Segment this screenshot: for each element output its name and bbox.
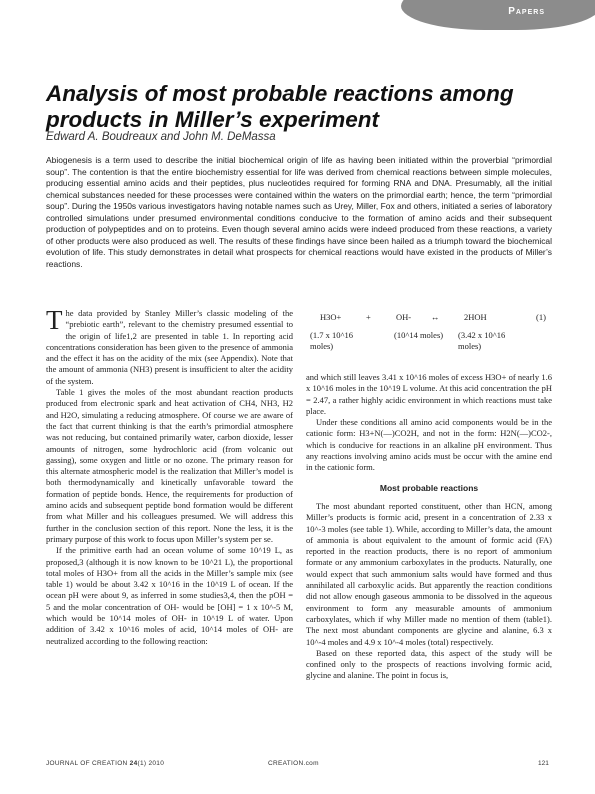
- footer-volume: 24: [129, 760, 138, 767]
- eq-amount-2: (10^14 moles): [394, 330, 444, 340]
- eq-plus: +: [366, 312, 371, 322]
- paragraph-6: The most abundant reported constituent, other than HCN, among Miller’s products is formic acid, present in a concentration of 2.33 x 10^-3 moles (see table 1). While, according to Miller’s data, the amount of ammonia is about equivalent to the amount of formic acid (FA) reported in the reaction products, there is no report of ammonium formate or any ammonium carboxylates in the products. Naturally, one would expect that such ammonium salts would have formed and thus annihilated all carboxylic acids. But apparently the reaction conditions did not allow enough gaseous ammonia to be dissolved in the aqueous environment to form any measurable amounts of ammonium carboxylates, which if why Miller made no mention of them (table1). The next most abundant components are glycine and alanine, 6.3 x 10^-4 moles and 4.9 x 10^-4 moles (total) respectively.: [306, 500, 552, 647]
- left-column: [46, 305, 293, 647]
- paragraph-5: Under these conditions all amino acid components would be in the cationic form: H3+N(—)CO2H, and not in the form: H2N(—)CO2-, which is conducive for reactions in an alkaline pH environment. Thus any reactions involving amino acids must be occur with the amine end in the cationic form.: [306, 417, 552, 473]
- section-tab-label: Papers: [508, 6, 545, 17]
- section-tab: [401, 0, 595, 30]
- section-heading: Most probable reactions: [379, 482, 479, 493]
- paragraph-4: and which still leaves 3.41 x 10^16 moles of excess H3O+ of nearly 1.6 x 10^16 moles in the 10^19 L volume. At this acid concentration the pH = 2.47, a rather highly acidic environment in which reactions must take place.: [306, 372, 552, 416]
- footer-issue: (1) 2010: [137, 760, 165, 767]
- eq-number: (1): [536, 312, 546, 322]
- drop-cap: T: [46, 305, 63, 335]
- page-number: 121: [538, 760, 549, 767]
- paragraph-1-text: he data provided by Stanley Miller’s classic modeling of the “prebiotic earth”, relevant to the chemistry presumed essential to the origin of life1,2 are presented in table 1. In reporting acid concentrations consideration has been given to the presence of ammonia and the effect it has on the acidity of the mix (see Appendix). Note that the amount of ammonia (NH3) present is insufficient to alter the acidity of the system.: [46, 308, 293, 386]
- right-column: [306, 372, 552, 682]
- footer-journal-name: JOURNAL OF CREATION: [46, 760, 128, 767]
- footer-site: CREATION.com: [268, 760, 319, 767]
- eq-reactant-2: OH-: [396, 312, 412, 322]
- paragraph-3: If the primitive earth had an ocean volume of some 10^19 L, as proposed,3 (although it is now known to be 10^21 L), the proportional total moles of H3O+ from all the acids in the Miller’s sample mix (see table 1) would be about 3.42 x 10^16 in the 10^19 L of ocean. If the ocean pH were about 9, as inferred in some studies3,4, then the pOH = 5 and the molar concentration of OH- would be [OH] = 1 x 10^-5 M, which would be 10^14 moles of OH- in 10^19 L of water. Upon addition of 3.42 x 10^16 moles of acid, 10^14 moles of OH- are neutralized according to the following reaction:: [46, 545, 293, 646]
- eq-product: 2HOH: [464, 312, 487, 322]
- paragraph-1: [46, 305, 293, 387]
- article-authors: Edward A. Boudreaux and John M. DeMassa: [46, 131, 276, 143]
- equation-1: [306, 312, 552, 362]
- abstract: Abiogenesis is a term used to describe the initial biochemical origin of life as having been initiated within the proverbial “primordial soup”. The contention is that the entire biochemistry essential for life was derived from chemical reactions between simple molecules, producing essential amino acids and their peptides, plus nucleotides required for forming RNA and DNA. Presumably, all the initial chemical substances needed for these processes were contained within the waters on the primordial earth; hence, the term “primordial soup”. During the 1950s various investigators having notable names such as Urey, Miller, Fox and others, initiated a series of laboratory controlled simulations under presumed environmental conditions conducive to the formation of amino acids and their subsequent production of polypeptides and on to proteins. Even though several amino acids were indeed produced from these reactions, a variety of other products were also produced as well. The results of these findings have since been hailed as a triumph toward the biochemical evolution of life. This study demonstrates in detail what prospects for chemical reactions would have existed in the products of Miller’s reactions.: [46, 155, 552, 269]
- footer-journal: [46, 760, 164, 767]
- eq-arrow: ↔: [431, 312, 440, 322]
- eq-reactant-1: H3O+: [320, 312, 342, 322]
- paragraph-7: Based on these reported data, this aspect of the study will be confined only to the prospects of reactions involving formic acid, glycine and alanine. The point in focus is,: [306, 647, 552, 681]
- eq-amount-1: (1.7 x 10^16 moles): [310, 330, 353, 351]
- article-title: Analysis of most probable reactions among products in Miller’s experiment: [46, 81, 514, 133]
- eq-amount-3: (3.42 x 10^16 moles): [458, 330, 506, 351]
- paragraph-2: Table 1 gives the moles of the most abundant reaction products produced from electronic spark and heat activation of CH4, NH3, H2 and H2O, simulating a reducing atmosphere. Of course we are aware of the fact that current thinking is that the earth’s primordial atmosphere was not reducing, but contained primarily water, carbon dioxide, lesser amounts of nitrogen, some hydrochloric acid (from volcanic out gassing), some oxygen and little or no ozone. The primary reason for this alternate atmospheric model is the realization that Miller’s model is both thermodynamically and kinetically unfavorable toward the formation of peptide bonds. Hence, the requirements for production of amino acids and subsequent peptide bond formation would be different from what Miller and his colleagues presumed. We will address this further in the conclusion section of this report. None the less, it is the primary purpose of this work to focus upon Miller’s system per se.: [46, 387, 293, 544]
